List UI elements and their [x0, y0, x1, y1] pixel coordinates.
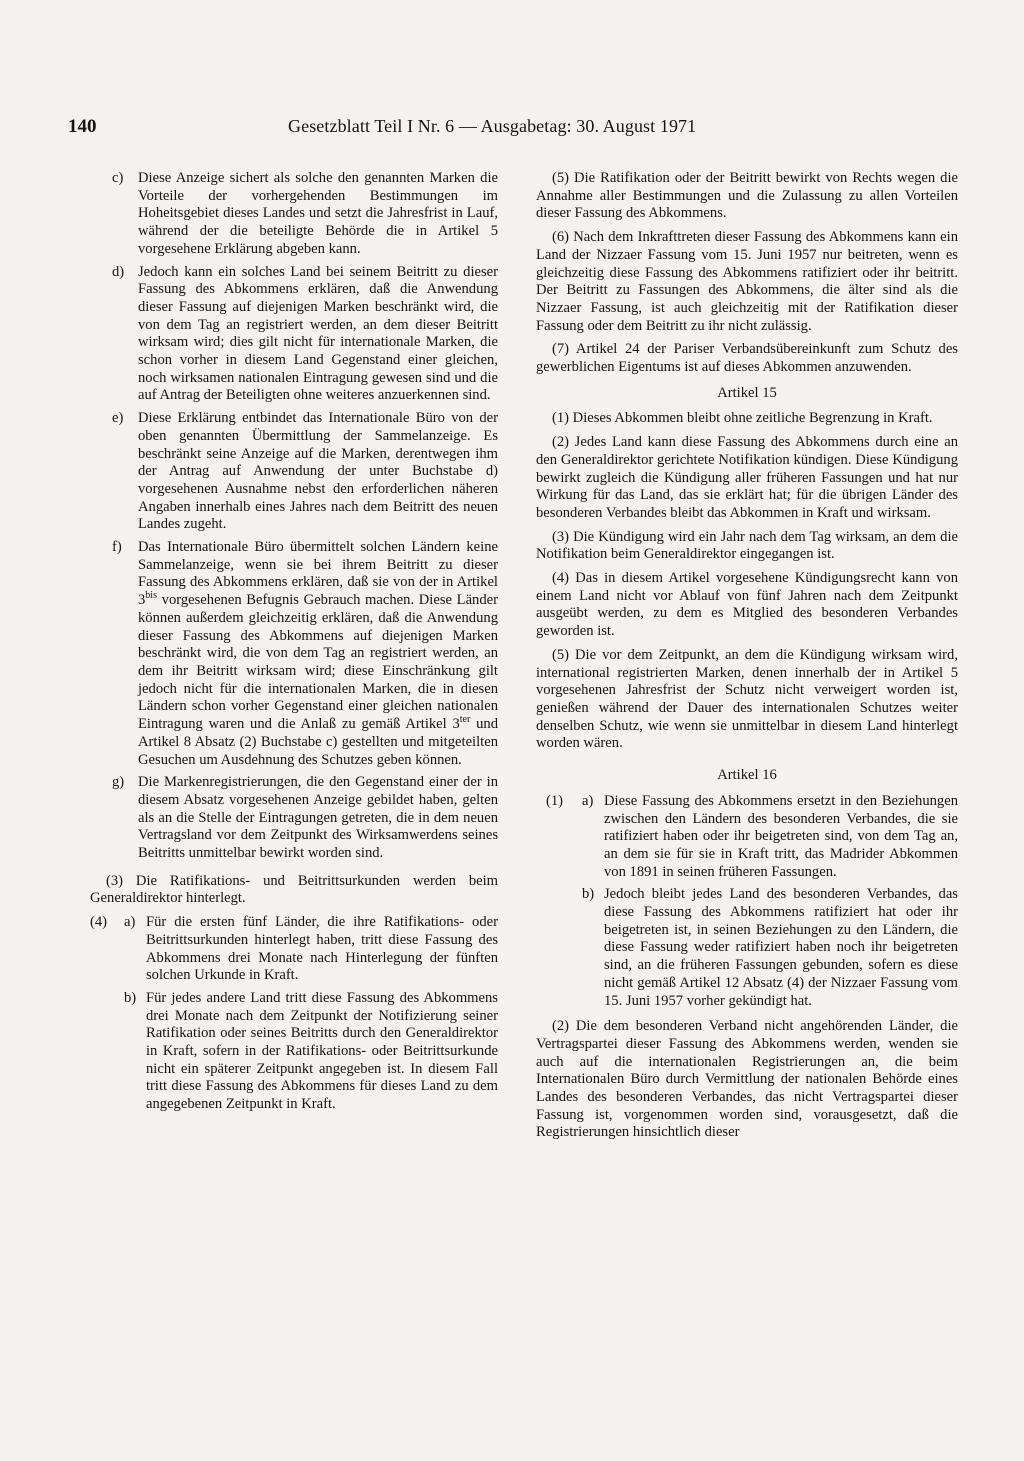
list-item-c	[90, 170, 498, 259]
superscript: ter	[459, 714, 471, 726]
art16-paragraph-1b	[582, 886, 958, 1010]
item-label: b)	[124, 989, 137, 1006]
item-label: c)	[112, 170, 124, 186]
paragraph-4b	[124, 990, 498, 1114]
text-part: vorgesehenen Befugnis Gebrauch machen. Diese Länder können außerdem gleichzeitig erklären, daß die Anwendung dieser Fassung des Abkommens auf diejenigen Marken beschränkt wird, die von dem Tag an registriert werden, an dem ihr Beitritt wirksam wird; diese Einschränkung gilt jedoch nicht für die internationalen Marken, die in diesen Ländern schon vorher Gegenstand einer gleichen nationalen Eintragung waren und die Anlaß zu gemäß Artikel 3	[138, 592, 498, 733]
art15-paragraph-5: (5) Die vor dem Zeitpunkt, an dem die Kündigung wirksam wird, international registrierten Marken, denen innerhalb der in Artikel 5 vorgesehenen Jahresfrist der Schutz nicht verweigert worden ist, genießen während der Dauer des internationalen Schutzes weiter denselben Schutz, wie wenn sie unmittelbar in diesem Land hinterlegt worden wären.	[536, 646, 958, 752]
item-text: Diese Fassung des Abkommens ersetzt in den Beziehungen zwischen den Ländern des besonderen Verbandes, die sie ratifiziert haben oder ihr beigetreten sind, von dem Tag an, an dem sie für sie in Kraft tritt, das Madrider Abkommen von 1891 in seinen früheren Fassungen.	[604, 792, 958, 880]
list-item-g	[90, 774, 498, 863]
paragraph-7: (7) Artikel 24 der Pariser Verbandsübereinkunft zum Schutz des gewerblichen Eigentums ist auf dieses Abkommen anzuwenden.	[536, 341, 958, 376]
art15-paragraph-3: (3) Die Kündigung wird ein Jahr nach dem Tag wirksam, an dem die Notifikation beim Generaldirektor eingegangen ist.	[536, 528, 958, 563]
item-text	[138, 539, 498, 769]
item-text: Für jedes andere Land tritt diese Fassung des Abkommens drei Monate nach dem Zeitpunkt der Notifizierung seiner Ratifikation oder seines Beitritts durch den Generaldirektor in Kraft, sofern in der Ratifikations- oder Beitrittsurkunde nicht ein späterer Zeitpunkt angegeben ist. In diesem Fall tritt diese Fassung des Abkommens für dieses Land zu dem angegebenen Zeitpunkt in Kraft.	[146, 989, 498, 1113]
item-text: Jedoch kann ein solches Land bei seinem Beitritt zu dieser Fassung des Abkommens erklären, daß die Anwendung dieser Fassung auf diejenigen Marken beschränkt wird, die von dem Tag an registriert werden, an dem dieser Beitritt wirksam wird; dies gilt nicht für internationale Marken, die schon vorher in diesem Land Gegenstand einer gleichen, noch wirksamen nationalen Eintragung gewesen sind und die auf Antrag der Beteiligten ohne weiteres anzuerkennen sind.	[138, 263, 498, 404]
item-label: b)	[582, 886, 595, 903]
paragraph-number: (4)	[90, 914, 108, 931]
list-item-f	[90, 539, 498, 769]
item-label: d)	[112, 263, 125, 280]
art15-paragraph-2: (2) Jedes Land kann diese Fassung des Abkommens durch eine an den Generaldirektor gerichtete Notifikation kündigen. Diese Kündigung bewirkt zugleich die Kündigung aller früheren Fassungen und hat nur Wirkung für das Land, das sie erklärt hat; für die übrigen Länder des besonderen Verbandes bleibt das Abkommen in Kraft und wirksam.	[536, 434, 958, 521]
left-column	[90, 170, 498, 1119]
item-label: a)	[124, 914, 136, 931]
list-item-e	[90, 410, 498, 534]
art15-paragraph-4: (4) Das in diesem Artikel vorgesehene Kündigungsrecht kann von einem Land nicht vor Ablauf von fünf Jahren nach dem Zeitpunkt ausgeübt werden, zu dem es Mitglied des besonderen Verbandes geworden ist.	[536, 570, 958, 640]
item-label: f)	[112, 539, 122, 556]
superscript: bis	[145, 590, 157, 602]
text-part: und Artikel 8 Absatz (2) Buchstabe c) gestellten und mitgeteilten Gesuchen um Ausdehnung des Schutzes geben können.	[138, 716, 498, 768]
text-part: Das Internationale Büro übermittelt solchen Ländern keine Sammelanzeige, wenn sie bei ihrem Beitritt zu dieser Fassung des Abkommens erklären, daß sie von der in Artikel 3	[138, 539, 498, 609]
art16-paragraph-1a	[536, 793, 958, 882]
page-number: 140	[68, 116, 97, 137]
item-label: e)	[112, 410, 124, 427]
item-text: Für die ersten fünf Länder, die ihre Ratifikations- oder Beitrittsurkunden hinterlegt haben, tritt diese Fassung des Abkommens drei Monate nach Hinterlegung der fünften solchen Urkunde in Kraft.	[146, 914, 498, 984]
list-item-d	[90, 264, 498, 406]
art15-paragraph-1: (1) Dieses Abkommen bleibt ohne zeitliche Begrenzung in Kraft.	[552, 410, 933, 427]
item-text: Diese Anzeige sichert als solche den genannten Marken die Vorteile der vorhergehenden Bestimmungen im Hoheitsgebiet dieses Landes und setzt die Jahresfrist in Lauf, während der die beteiligte Behörde die in Artikel 5 vorgesehene Erklärung abgeben kann.	[138, 170, 498, 257]
paragraph-6: (6) Nach dem Inkrafttreten dieser Fassung des Abkommens kann ein Land der Nizzaer Fassung vom 15. Juni 1957 nur beitreten, wenn es gleichzeitig diese Fassung des Abkommens ratifiziert oder ihr beitritt. Der Beitritt zu Fassungen des Abkommens, die älter sind als die Nizzaer Fassung, ist auch gleichzeitig mit der Ratifikation dieser Fassung oder dem Beitritt zu ihr nicht zulässig.	[536, 229, 958, 334]
right-column	[536, 170, 958, 1148]
paragraph-4a	[90, 914, 498, 985]
item-text: Jedoch bleibt jedes Land des besonderen Verbandes, das diese Fassung des Abkommens ratifiziert hat oder ihr beigetreten ist, in seinen Beziehungen zu den Ländern, die diese Fassung weder ratifiziert haben noch ihr beigetreten sind, an die früheren Fassungen gebunden, sofern es diese nicht gemäß Artikel 12 Absatz (4) der Nizzaer Fassung vom 15. Juni 1957 vorher gekündigt hat.	[604, 886, 958, 1009]
paragraph-number: (1)	[546, 792, 564, 809]
item-text: Diese Erklärung entbindet das Internationale Büro von der oben genannten Übermittlung der Sammelanzeige. Es beschränkt seine Anzeige auf die Marken, derentwegen ihm der Antrag auf Anwendung der unter Buchstabe d) vorgesehenen Ausnahme nebst den erforderlichen näheren Angaben innerhalb eines Jahres nach dem Beitritt des neuen Landes zugeht.	[138, 410, 498, 533]
item-label: g)	[112, 774, 125, 791]
running-header: Gesetzblatt Teil I Nr. 6 — Ausgabetag: 30. August 1971	[288, 116, 697, 136]
item-label: a)	[582, 792, 594, 809]
article-15-heading: Artikel 15	[717, 384, 777, 401]
art16-paragraph-2: (2) Die dem besonderen Verband nicht angehörenden Länder, die Vertragspartei dieser Fassung des Abkommens werden, wenden sie auch auf die internationalen Registrierungen an, die beim Internationalen Büro durch Vermittlung der nationalen Behörde eines Landes des besonderen Verbandes, das nicht Vertragspartei dieser Fassung ist, vorgenommen worden sind, vorausgesetzt, daß die Registrierungen hinsichtlich dieser	[536, 1018, 958, 1141]
article-16-heading: Artikel 16	[717, 767, 777, 784]
item-text: Die Markenregistrierungen, die den Gegenstand einer der in diesem Absatz vorgesehenen Anzeige gebildet haben, gelten als an die Stelle der Eintragungen getreten, die in dem neuen Vertragsland vor dem Zeitpunkt des Wirksamwerdens seines Beitritts unmittelbar bewirkt worden sind.	[138, 774, 498, 862]
paragraph-3: (3) Die Ratifikations- und Beitrittsurkunden werden beim Generaldirektor hinterlegt.	[90, 872, 498, 907]
paragraph-5: (5) Die Ratifikation oder der Beitritt bewirkt von Rechts wegen die Annahme aller Bestimmungen und die Zulassung zu allen Vorteilen dieser Fassung des Abkommens.	[536, 170, 958, 222]
